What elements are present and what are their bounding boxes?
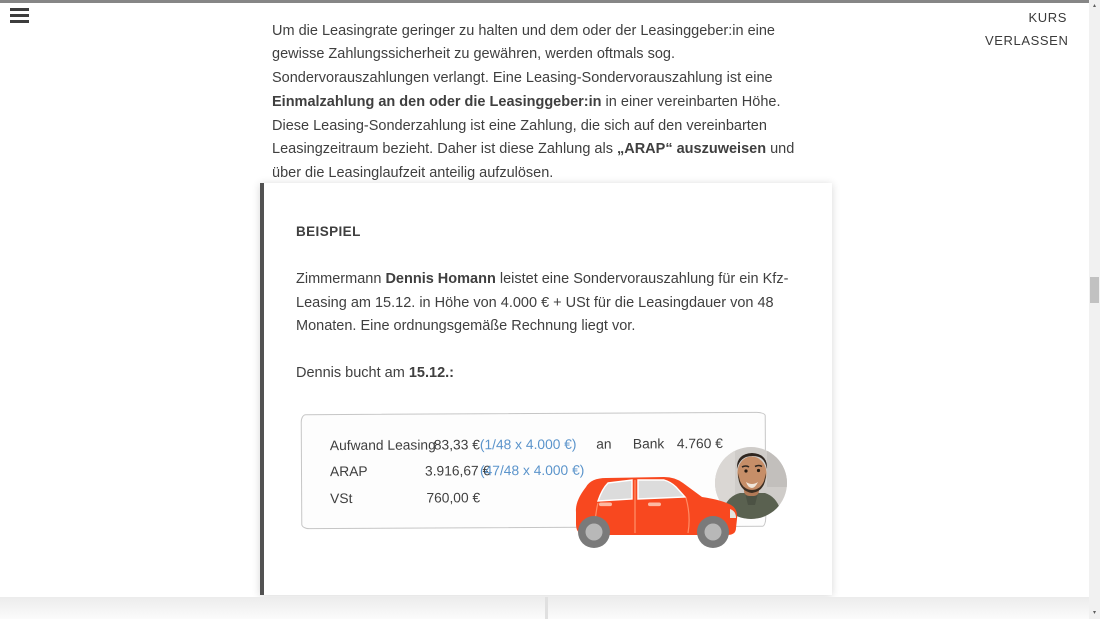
intro-paragraph: Um die Leasingrate geringer zu halten und dem oder der Leasinggeber:in eine gewisse Zahlungssicherheit zu gewähren, werden oftmals sog. Sondervorauszahlungen verlangt. Eine Leasing-Sondervorauszahlung ist eine Einmalzahlung an den oder die Leasinggeber:in in einer vereinbarten Höhe. Diese Leasing-Sonderzahlung ist eine Zahlung, die sich auf den vereinbarten Leasingzeitraum bezieht. Daher ist diese Zahlung als „ARAP“ auszuweisen und über die Leasinglaufzeit anteilig aufzulösen.	[272, 22, 795, 182]
booking-amount: 760,00 €	[426, 490, 481, 506]
booking-amount: 3.916,67 €	[424, 463, 491, 479]
footer-nav-next[interactable]	[548, 597, 1100, 619]
hamburger-bar	[10, 14, 29, 17]
footer-nav-previous[interactable]	[0, 597, 545, 619]
booking-account: Aufwand Leasing	[329, 437, 436, 453]
booking-account: ARAP	[329, 464, 368, 480]
hamburger-menu-icon[interactable]	[10, 8, 30, 26]
example-card-heading: BEISPIEL	[296, 224, 361, 239]
scrollbar-thumb[interactable]	[1090, 277, 1099, 303]
booking-connector: an	[596, 436, 612, 452]
car-illustration	[572, 474, 740, 552]
booking-formula: (1/48 x 4.000 €)	[479, 436, 577, 453]
vertical-scrollbar[interactable]	[1089, 0, 1100, 619]
scroll-down-icon[interactable]: ▾	[1092, 610, 1096, 616]
exit-course-button[interactable]: KURS VERLASSEN	[985, 10, 1069, 48]
footer-nav-bar	[0, 597, 1100, 619]
booking-account: VSt	[330, 490, 353, 507]
hamburger-bar	[10, 8, 29, 11]
example-card	[260, 183, 832, 595]
booking-intro-text: Dennis bucht am 15.12.:	[296, 365, 454, 381]
top-border-bar	[0, 0, 1100, 3]
hamburger-bar	[10, 20, 29, 23]
booking-formula: (47/48 x 4.000 €)	[479, 463, 585, 479]
example-card-body: Zimmermann Dennis Homann leistet eine Sondervorauszahlung für ein Kfz-Leasing am 15.12. in Höhe von 4.000 € + USt für die Leasingdauer von 48 Monaten. Eine ordnungsgemäße Rechnung liegt vor.	[296, 271, 789, 334]
booking-row	[302, 430, 765, 459]
booking-contra-account: Bank	[632, 436, 665, 452]
scroll-up-icon[interactable]: ▴	[1092, 3, 1096, 9]
booking-contra-amount: 4.760 €	[676, 435, 723, 452]
booking-amount: 83,33 €	[433, 437, 480, 453]
orange-car-icon	[572, 474, 740, 552]
